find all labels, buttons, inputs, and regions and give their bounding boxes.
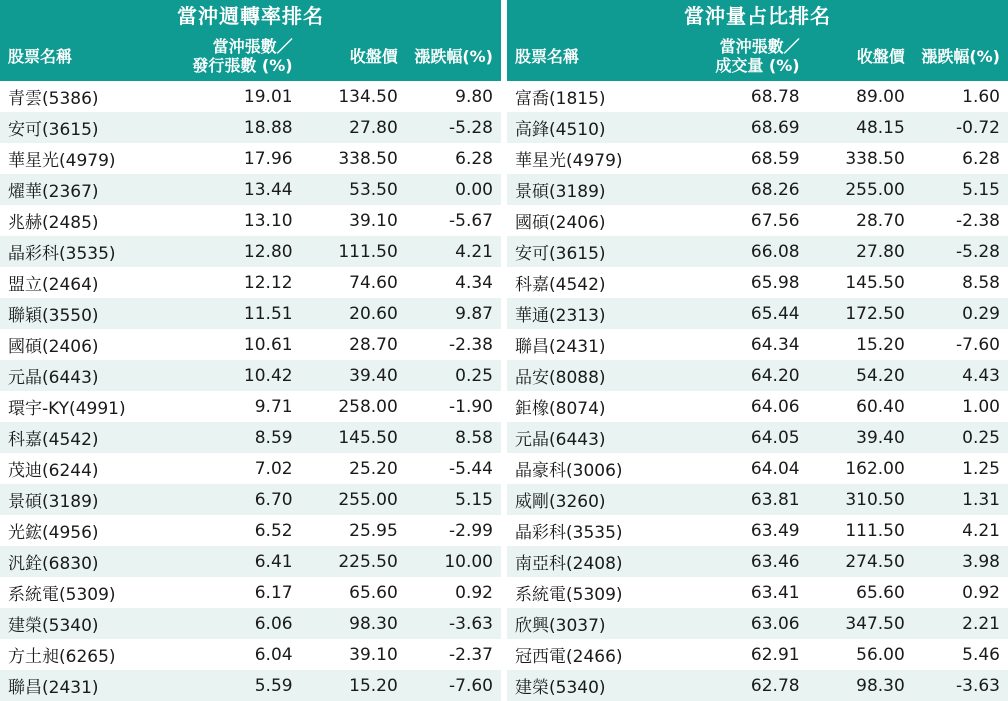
cell-change: 3.98 xyxy=(913,546,1008,577)
cell-close: 255.00 xyxy=(808,174,913,205)
cell-ratio: 11.51 xyxy=(180,298,300,329)
cell-name: 聯昌(2431) xyxy=(507,329,687,360)
cell-close: 162.00 xyxy=(808,453,913,484)
cell-close: 111.50 xyxy=(301,236,406,267)
column-header-change: 漲跌幅(%) xyxy=(406,33,501,81)
table-row[interactable] xyxy=(507,453,1008,484)
cell-name: 安可(3615) xyxy=(507,236,687,267)
cell-close: 98.30 xyxy=(808,670,913,701)
cell-name: 鉅橡(8074) xyxy=(507,391,687,422)
cell-close: 15.20 xyxy=(808,329,913,360)
cell-ratio: 65.98 xyxy=(687,267,807,298)
table-body-left xyxy=(0,81,501,701)
cell-ratio: 64.06 xyxy=(687,391,807,422)
table-row[interactable] xyxy=(0,205,501,236)
cell-change: 2.21 xyxy=(913,608,1008,639)
cell-name: 華星光(4979) xyxy=(0,143,180,174)
column-header-change: 漲跌幅(%) xyxy=(913,33,1008,81)
table-row[interactable] xyxy=(0,143,501,174)
cell-close: 225.50 xyxy=(301,546,406,577)
table-row[interactable] xyxy=(0,546,501,577)
table-row[interactable] xyxy=(0,422,501,453)
column-header-ratio-line1: 當沖張數／ xyxy=(719,37,800,57)
cell-close: 347.50 xyxy=(808,608,913,639)
table-row[interactable] xyxy=(507,236,1008,267)
column-header-ratio-line1: 當沖張數／ xyxy=(212,37,293,57)
cell-name: 景碩(3189) xyxy=(0,484,180,515)
cell-ratio: 8.59 xyxy=(180,422,300,453)
table-row[interactable] xyxy=(0,298,501,329)
cell-change: -2.37 xyxy=(406,639,501,670)
column-header-name: 股票名稱 xyxy=(507,33,687,81)
table-row[interactable] xyxy=(507,329,1008,360)
table-turnover-ranking xyxy=(0,33,501,701)
column-header-ratio xyxy=(687,33,807,81)
cell-name: 燿華(2367) xyxy=(0,174,180,205)
cell-close: 172.50 xyxy=(808,298,913,329)
cell-name: 系統電(5309) xyxy=(507,577,687,608)
cell-ratio: 18.88 xyxy=(180,112,300,143)
column-header-close: 收盤價 xyxy=(301,33,406,81)
cell-ratio: 17.96 xyxy=(180,143,300,174)
cell-name: 環宇-KY(4991) xyxy=(0,391,180,422)
table-row[interactable] xyxy=(0,236,501,267)
cell-name: 華通(2313) xyxy=(507,298,687,329)
cell-close: 89.00 xyxy=(808,81,913,112)
cell-change: 0.00 xyxy=(406,174,501,205)
cell-ratio: 68.78 xyxy=(687,81,807,112)
cell-close: 65.60 xyxy=(301,577,406,608)
cell-change: 4.21 xyxy=(913,515,1008,546)
table-row[interactable] xyxy=(507,267,1008,298)
cell-close: 39.10 xyxy=(301,205,406,236)
cell-ratio: 10.61 xyxy=(180,329,300,360)
cell-change: 5.15 xyxy=(913,174,1008,205)
cell-ratio: 64.34 xyxy=(687,329,807,360)
cell-close: 98.30 xyxy=(301,608,406,639)
cell-change: 5.46 xyxy=(913,639,1008,670)
cell-change: 6.28 xyxy=(913,143,1008,174)
table-row[interactable] xyxy=(0,515,501,546)
cell-change: -5.44 xyxy=(406,453,501,484)
cell-name: 科嘉(4542) xyxy=(0,422,180,453)
cell-change: 1.25 xyxy=(913,453,1008,484)
table-row[interactable] xyxy=(507,143,1008,174)
table-row[interactable] xyxy=(507,670,1008,701)
cell-name: 景碩(3189) xyxy=(507,174,687,205)
table-row[interactable] xyxy=(507,360,1008,391)
cell-ratio: 6.41 xyxy=(180,546,300,577)
cell-close: 53.50 xyxy=(301,174,406,205)
cell-change: -2.99 xyxy=(406,515,501,546)
table-row[interactable] xyxy=(0,577,501,608)
cell-name: 青雲(5386) xyxy=(0,81,180,112)
cell-name: 晶彩科(3535) xyxy=(507,515,687,546)
table-volume-share-ranking xyxy=(507,33,1008,701)
cell-ratio: 6.04 xyxy=(180,639,300,670)
table-row[interactable] xyxy=(0,174,501,205)
cell-ratio: 5.59 xyxy=(180,670,300,701)
cell-close: 65.60 xyxy=(808,577,913,608)
cell-change: 1.60 xyxy=(913,81,1008,112)
table-row[interactable] xyxy=(507,81,1008,112)
cell-name: 國碩(2406) xyxy=(0,329,180,360)
table-row[interactable] xyxy=(0,453,501,484)
cell-name: 盟立(2464) xyxy=(0,267,180,298)
column-header-ratio-line2: 發行張數 (%) xyxy=(192,56,293,75)
cell-name: 南亞科(2408) xyxy=(507,546,687,577)
table-row[interactable] xyxy=(0,81,501,112)
cell-close: 39.40 xyxy=(301,360,406,391)
cell-ratio: 6.52 xyxy=(180,515,300,546)
cell-ratio: 6.17 xyxy=(180,577,300,608)
table-row[interactable] xyxy=(0,484,501,515)
cell-ratio: 62.91 xyxy=(687,639,807,670)
cell-ratio: 7.02 xyxy=(180,453,300,484)
cell-ratio: 68.59 xyxy=(687,143,807,174)
cell-change: 6.28 xyxy=(406,143,501,174)
cell-change: -7.60 xyxy=(913,329,1008,360)
cell-name: 兆赫(2485) xyxy=(0,205,180,236)
cell-close: 25.20 xyxy=(301,453,406,484)
cell-change: 9.80 xyxy=(406,81,501,112)
cell-name: 茂迪(6244) xyxy=(0,453,180,484)
cell-ratio: 65.44 xyxy=(687,298,807,329)
table-row[interactable] xyxy=(507,205,1008,236)
cell-name: 建榮(5340) xyxy=(0,608,180,639)
cell-name: 系統電(5309) xyxy=(0,577,180,608)
cell-name: 光鋐(4956) xyxy=(0,515,180,546)
cell-change: 4.43 xyxy=(913,360,1008,391)
cell-close: 20.60 xyxy=(301,298,406,329)
table-row[interactable] xyxy=(507,639,1008,670)
table-row[interactable] xyxy=(507,608,1008,639)
cell-ratio: 13.44 xyxy=(180,174,300,205)
cell-ratio: 64.04 xyxy=(687,453,807,484)
cell-change: 10.00 xyxy=(406,546,501,577)
column-header-name: 股票名稱 xyxy=(0,33,180,81)
cell-close: 60.40 xyxy=(808,391,913,422)
cell-close: 74.60 xyxy=(301,267,406,298)
table-row[interactable] xyxy=(507,577,1008,608)
cell-close: 111.50 xyxy=(808,515,913,546)
cell-close: 48.15 xyxy=(808,112,913,143)
cell-ratio: 19.01 xyxy=(180,81,300,112)
cell-ratio: 62.78 xyxy=(687,670,807,701)
cell-name: 晶豪科(3006) xyxy=(507,453,687,484)
cell-change: -0.72 xyxy=(913,112,1008,143)
table-row[interactable] xyxy=(507,298,1008,329)
cell-name: 富喬(1815) xyxy=(507,81,687,112)
table-row[interactable] xyxy=(0,639,501,670)
table-row[interactable] xyxy=(0,329,501,360)
table-row[interactable] xyxy=(0,670,501,701)
cell-name: 高鋒(4510) xyxy=(507,112,687,143)
cell-change: 4.21 xyxy=(406,236,501,267)
cell-change: 9.87 xyxy=(406,298,501,329)
table-row[interactable] xyxy=(507,484,1008,515)
table-row[interactable] xyxy=(507,515,1008,546)
cell-close: 145.50 xyxy=(301,422,406,453)
cell-name: 華星光(4979) xyxy=(507,143,687,174)
cell-change: 0.92 xyxy=(406,577,501,608)
cell-change: -5.28 xyxy=(913,236,1008,267)
cell-change: -1.90 xyxy=(406,391,501,422)
cell-ratio: 6.06 xyxy=(180,608,300,639)
table-row[interactable] xyxy=(0,360,501,391)
cell-ratio: 6.70 xyxy=(180,484,300,515)
cell-ratio: 12.80 xyxy=(180,236,300,267)
cell-change: 5.15 xyxy=(406,484,501,515)
panel-volume-share-ranking xyxy=(504,0,1008,698)
cell-change: 0.25 xyxy=(406,360,501,391)
cell-close: 258.00 xyxy=(301,391,406,422)
cell-close: 27.80 xyxy=(301,112,406,143)
panel-title-left: 當沖週轉率排名 xyxy=(0,0,501,33)
cell-ratio: 63.46 xyxy=(687,546,807,577)
cell-ratio: 68.26 xyxy=(687,174,807,205)
cell-ratio: 64.05 xyxy=(687,422,807,453)
cell-close: 255.00 xyxy=(301,484,406,515)
cell-ratio: 63.41 xyxy=(687,577,807,608)
cell-change: 1.31 xyxy=(913,484,1008,515)
cell-close: 15.20 xyxy=(301,670,406,701)
cell-change: -2.38 xyxy=(406,329,501,360)
cell-change: -3.63 xyxy=(406,608,501,639)
cell-name: 品安(8088) xyxy=(507,360,687,391)
cell-ratio: 63.49 xyxy=(687,515,807,546)
cell-close: 28.70 xyxy=(301,329,406,360)
cell-ratio: 67.56 xyxy=(687,205,807,236)
cell-close: 39.10 xyxy=(301,639,406,670)
cell-ratio: 63.06 xyxy=(687,608,807,639)
cell-ratio: 9.71 xyxy=(180,391,300,422)
cell-name: 科嘉(4542) xyxy=(507,267,687,298)
cell-name: 方土昶(6265) xyxy=(0,639,180,670)
table-row[interactable] xyxy=(0,391,501,422)
cell-close: 25.95 xyxy=(301,515,406,546)
cell-close: 134.50 xyxy=(301,81,406,112)
table-row[interactable] xyxy=(507,422,1008,453)
cell-change: 8.58 xyxy=(913,267,1008,298)
cell-ratio: 10.42 xyxy=(180,360,300,391)
cell-close: 27.80 xyxy=(808,236,913,267)
cell-name: 國碩(2406) xyxy=(507,205,687,236)
cell-change: 0.25 xyxy=(913,422,1008,453)
cell-name: 安可(3615) xyxy=(0,112,180,143)
cell-name: 冠西電(2466) xyxy=(507,639,687,670)
table-row[interactable] xyxy=(0,608,501,639)
cell-close: 56.00 xyxy=(808,639,913,670)
cell-name: 欣興(3037) xyxy=(507,608,687,639)
table-row[interactable] xyxy=(0,267,501,298)
cell-change: -2.38 xyxy=(913,205,1008,236)
panel-title-right: 當沖量占比排名 xyxy=(507,0,1008,33)
cell-change: -7.60 xyxy=(406,670,501,701)
cell-name: 元晶(6443) xyxy=(0,360,180,391)
cell-change: 0.92 xyxy=(913,577,1008,608)
cell-change: 0.29 xyxy=(913,298,1008,329)
cell-name: 建榮(5340) xyxy=(507,670,687,701)
table-header-row xyxy=(0,33,501,81)
table-row[interactable] xyxy=(507,174,1008,205)
cell-name: 元晶(6443) xyxy=(507,422,687,453)
cell-ratio: 13.10 xyxy=(180,205,300,236)
table-row[interactable] xyxy=(507,391,1008,422)
table-row[interactable] xyxy=(507,112,1008,143)
cell-close: 274.50 xyxy=(808,546,913,577)
cell-ratio: 66.08 xyxy=(687,236,807,267)
column-header-close: 收盤價 xyxy=(808,33,913,81)
cell-ratio: 68.69 xyxy=(687,112,807,143)
cell-close: 338.50 xyxy=(808,143,913,174)
table-row[interactable] xyxy=(0,112,501,143)
cell-change: -5.28 xyxy=(406,112,501,143)
table-body-right xyxy=(507,81,1008,701)
cell-name: 汎銓(6830) xyxy=(0,546,180,577)
cell-close: 54.20 xyxy=(808,360,913,391)
cell-close: 39.40 xyxy=(808,422,913,453)
cell-change: 8.58 xyxy=(406,422,501,453)
column-header-ratio-line2: 成交量 (%) xyxy=(715,56,800,75)
cell-name: 威剛(3260) xyxy=(507,484,687,515)
cell-ratio: 63.81 xyxy=(687,484,807,515)
cell-change: -5.67 xyxy=(406,205,501,236)
cell-close: 338.50 xyxy=(301,143,406,174)
cell-ratio: 12.12 xyxy=(180,267,300,298)
cell-close: 310.50 xyxy=(808,484,913,515)
cell-name: 聯昌(2431) xyxy=(0,670,180,701)
cell-name: 聯穎(3550) xyxy=(0,298,180,329)
cell-close: 145.50 xyxy=(808,267,913,298)
panel-turnover-ranking xyxy=(0,0,504,698)
column-header-ratio xyxy=(180,33,300,81)
cell-close: 28.70 xyxy=(808,205,913,236)
cell-ratio: 64.20 xyxy=(687,360,807,391)
cell-change: 4.34 xyxy=(406,267,501,298)
cell-change: -3.63 xyxy=(913,670,1008,701)
cell-name: 晶彩科(3535) xyxy=(0,236,180,267)
table-header-row xyxy=(507,33,1008,81)
cell-change: 1.00 xyxy=(913,391,1008,422)
table-row[interactable] xyxy=(507,546,1008,577)
